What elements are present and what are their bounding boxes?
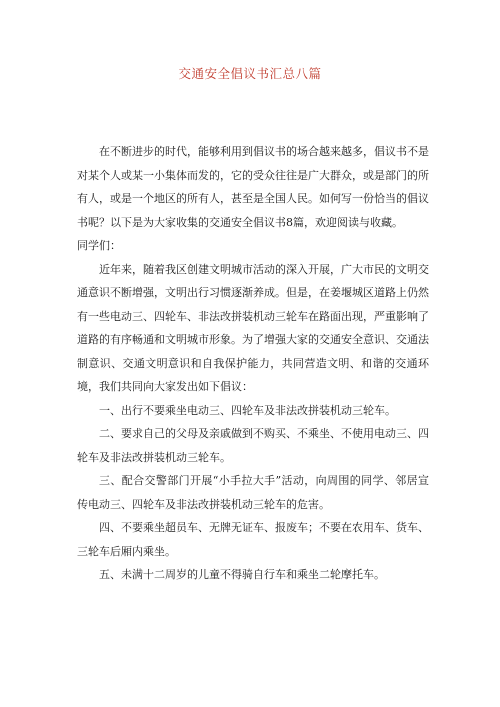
body-paragraph: 五、未满十二周岁的儿童不得骑自行车和乘坐二轮摩托车。 [99,568,385,581]
body-paragraph: 四、不要乘坐超员车、无牌无证车、报废车；不要在农用车、货车、三轮车后厢内乘坐。 [77,521,429,558]
body-paragraph: 三、配合交警部门开展“小手拉大手”活动，向周围的同学、邻居宣传电动三、四轮车及非法改拼装机动三轮车的危害。 [77,474,429,511]
body-paragraph: 一、出行不要乘坐电动三、四轮车及非法改拼装机动三轮车。 [99,403,396,417]
document-body [77,140,429,587]
body-paragraph: 二、要求自己的父母及亲戚做到不购买、不乘坐、不使用电动三、四轮车及非法改拼装机动三轮车。 [77,427,429,464]
body-paragraph: 在不断进步的时代，能够利用到倡议书的场合越来越多，倡议书不是对某个人或某一小集体而发的，它的受众往往是广大群众，或是部门的所有人，或是一个地区的所有人，甚至是全国人民。如何写一份恰当的倡议书呢？以下是为大家收集的交通安全倡议书8篇，欢迎阅读与收藏。 [77,145,429,229]
salutation: 同学们： [77,239,121,252]
document-title: 交通安全倡议书汇总八篇 [178,66,322,81]
body-paragraph: 近年来，随着我区创建文明城市活动的深入开展，广大市民的文明交通意识不断增强，文明出行习惯逐渐养成。但是，在姜堰城区道路上仍然有一些电动三、四轮车、非法改拼装机动三轮车在路面出现，严重影响了道路的有序畅通和文明城市形象。为了增强大家的交通安全意识、交通法制意识、交通文明意识和自我保护能力，共同营造文明、和谐的交通环境，我们共同向大家发出如下倡议： [77,262,429,393]
